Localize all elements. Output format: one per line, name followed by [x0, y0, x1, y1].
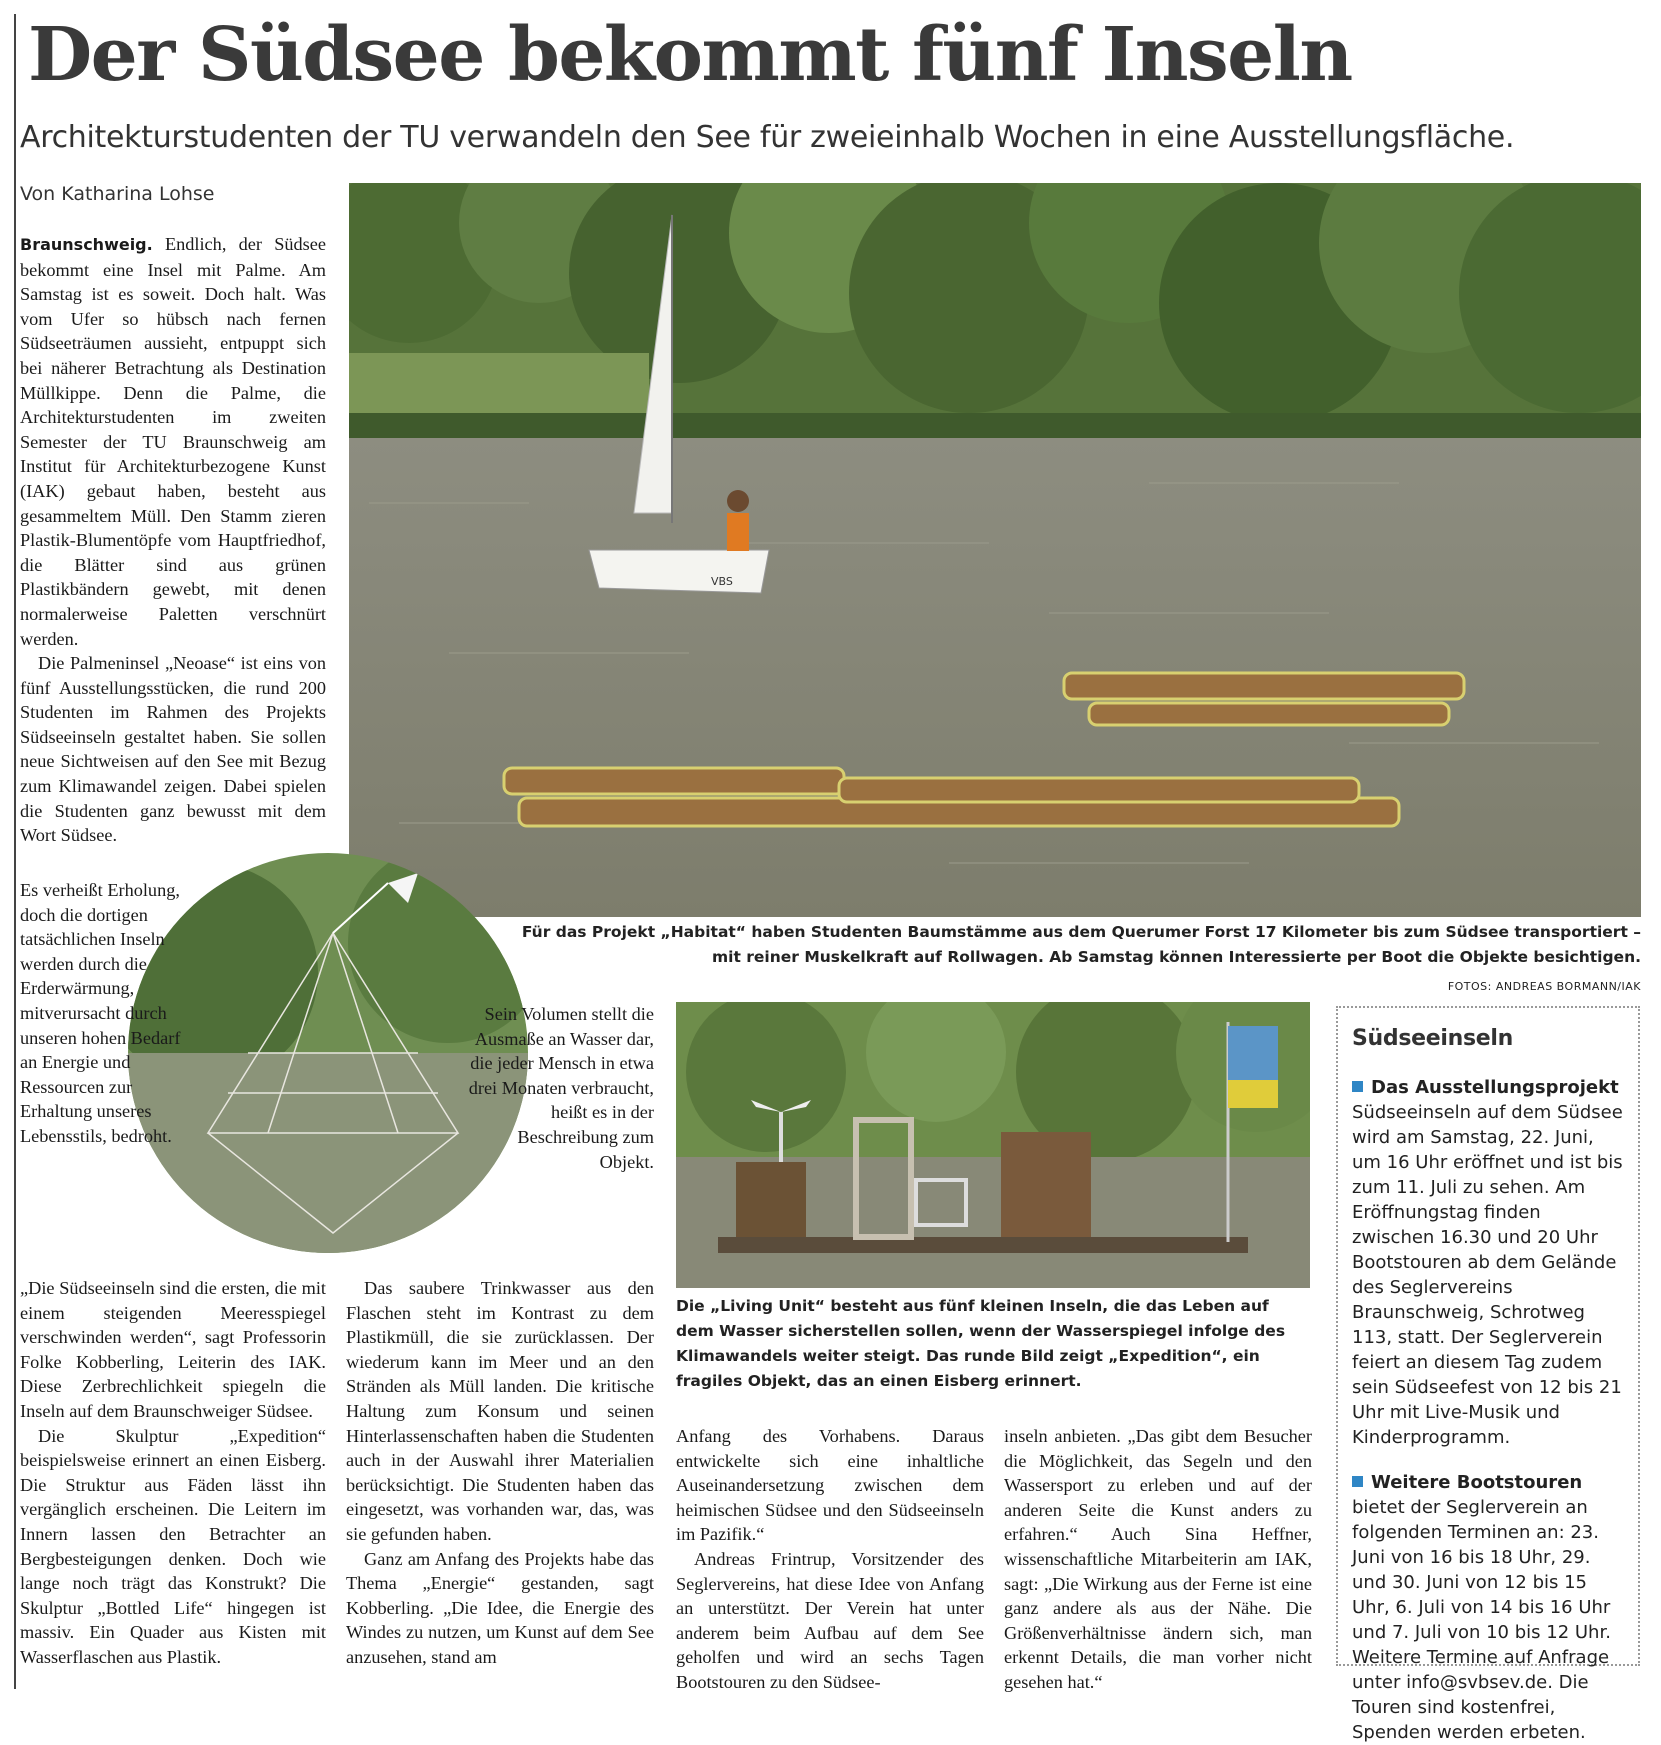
paragraph-col2-2: Das saubere Trinkwasser aus den Flaschen steht im Kontrast zu dem Plastikmüll, die sie zurücklassen. Der wiederum kann im Meer und an den Stränden als Müll landen. Die kritische Haltung zum Konsum und seinen Hinterlassenschaften haben die Studenten auch in der Auswahl ihrer Materialien berücksichtigt. Die Studenten haben das eingesetzt, was vorhanden war, das, was sie gefunden haben.: [346, 1278, 654, 1544]
dateline: Braunschweig.: [20, 235, 153, 254]
column-3: [676, 1424, 984, 1695]
paragraph-1-text: Endlich, der Südsee bekommt eine Insel mit Palme. Am Samstag ist es soweit. Doch halt. Was vom Ufer so hübsch nach fernen Südseeträumen aussieht, entpuppt sich bei näherer Betrachtung als Destination Müllkippe. Denn die Palme, die Architekturstudenten im zweiten Semester der TU Braunschweig am Institut für Architekturbezogene Kunst (IAK) gebaut haben, besteht aus gesammeltem Müll. Den Stamm zieren Plastik-Blumentöpfe vom Hauptfriedhof, die Blätter sind aus grünen Plastikbändern gewebt, mit denen normalerweise Paletten verschnürt werden.: [20, 234, 326, 649]
left-rule: [14, 14, 16, 1689]
info-section-1-text: Südseeinseln auf dem Südsee wird am Samstag, 22. Juni, um 16 Uhr eröffnet und ist bis zum 11. Juli zu sehen. Am Eröffnungstag finden zwischen 16.30 und 20 Uhr Bootstouren ab dem Gelände des Seglervereins Braunschweig, Schrotweg 113, statt. Der Seglerverein feiert an diesem Tag zudem sein Südseefest von 12 bis 21 Uhr mit Live-Musik und Kinderprogramm.: [1352, 1102, 1623, 1448]
column-1: [20, 232, 326, 848]
paragraph-col3-2: Andreas Frintrup, Vorsitzender des Seglervereins, hat diese Idee von Anfang an unterstützt. Der Verein hat unter anderem beim Aufbau auf dem See geholfen und wird an sechs Tagen Bootstouren zu den Südsee-: [676, 1548, 984, 1692]
blue-square-icon: [1352, 1476, 1363, 1487]
paragraph-intro: [20, 232, 326, 651]
info-box-suedseeinseln: [1336, 1006, 1640, 1743]
paragraph-2b: Es verheißt Erholung, doch die dortigen tatsächlichen Inseln werden durch die Erderwärmung, mitverursacht durch unseren hohen Bedarf an Energie und Ressourcen zur Erhaltung unseres Lebensstils, bedroht.: [20, 880, 181, 1146]
paragraph-2a: Die Palmeninsel „Neoase“ ist eins von fünf Ausstellungsstücken, die rund 200 Studenten im Rahmen des Projekts Südseeinseln gestaltet haben. Sie sollen neue Sichtweisen auf den See mit Bezug zum Klimawandel zeigen. Dabei spielen die Studenten ganz bewusst mit dem Wort Südsee.: [20, 653, 326, 846]
paragraph-col4-1: inseln anbieten. „Das gibt dem Besucher die Möglichkeit, das Segeln und den Wassersport zu erleben und auf der anderen Seite die Kunst anders zu erfahren.“ Auch Sina Heffner, wissenschaftliche Mitarbeiterin am IAK, sagt: „Die Wirkung aus der Ferne ist eine ganz andere als aus der Nähe. Die Größenverhältnisse ändern sich, man erkennt Details, die man vorher nicht gesehen hat.“: [1004, 1426, 1312, 1692]
paragraph-3: „Die Südseeinseln sind die ersten, die mit einem steigenden Meeresspiegel verschwinden werden“, sagt Professorin Folke Kobberling, Leiterin des IAK. Diese Zerbrechlichkeit spiegeln die Inseln auf dem Braunschweiger Südsee.: [20, 1278, 326, 1421]
boat-sail-number: VBS: [711, 575, 733, 588]
caption-living-unit-text: Die „Living Unit“ besteht aus fünf kleinen Inseln, die das Leben auf dem Wasser sicherstellen sollen, wenn der Wasserspiegel infolge des Klimawandels weiter steigt. Das runde Bild zeigt „Expedition“, ein fragiles Objekt, das an einen Eisberg erinnert.: [676, 1297, 1286, 1390]
paragraph-col2-3: Ganz am Anfang des Projekts habe das Thema „Energie“ gestanden, sagt Kobberling. „Die Idee, die Energie des Windes zu nutzen, um Kunst auf dem See anzusehen, stand am: [346, 1548, 654, 1667]
column-2: [346, 1276, 654, 1670]
subheadline: Architekturstudenten der TU verwandeln den See für zweieinhalb Wochen in eine Ausstellungsfläche.: [20, 120, 1515, 155]
paragraph-col2-1: Sein Volumen stellt die Ausmaße an Wasser dar, die jeder Mensch in etwa drei Monaten verbraucht, heißt es in der Beschreibung zum Objekt.: [468, 1004, 654, 1172]
info-section-2-text: bietet der Seglerverein an folgenden Terminen an: 23. Juni von 16 bis 18 Uhr, 29. und 30. Juni von 12 bis 15 Uhr, 6. Juli von 14 bis 16 Uhr und 7. Juli von 10 bis 12 Uhr. Weitere Termine auf Anfrage unter info@svbsev.de. Die Touren sind kostenfrei, Spenden werden erbeten.: [1352, 1497, 1611, 1743]
column-2-wrap: [460, 1002, 654, 1174]
info-section-exhibition: [1352, 1075, 1624, 1450]
column-1-lower: [20, 1276, 326, 1670]
info-section-boat-tours: [1352, 1470, 1624, 1745]
caption-habitat-text: Für das Projekt „Habitat“ haben Studenten Baumstämme aus dem Querumer Forst 17 Kilometer bis zum Südsee transportiert – mit reiner Muskelkraft auf Rollwagen. Ab Samstag können Interessierte per Boot die Objekte besichtigen.: [521, 923, 1641, 966]
caption-living-unit: [676, 1294, 1310, 1394]
photo-habitat: [349, 183, 1641, 917]
paragraph-4: Die Skulptur „Expedition“ beispielsweise erinnert an einen Eisberg. Die Struktur aus Fäden lässt ihn vergänglich erscheinen. Die Leitern im Innern lassen den Betrachter an Bergbesteigungen denken. Doch wie lange noch trägt das Konstrukt? Die Skulptur „Bottled Life“ hingegen ist massiv. Ein Quader aus Kisten mit Wasserflaschen aus Plastik.: [20, 1425, 326, 1667]
caption-habitat: [515, 920, 1641, 999]
column-1-wrap: [20, 878, 200, 1149]
byline: Von Katharina Lohse: [20, 183, 215, 205]
photo-credit: FOTOS: ANDREAS BORMANN/IAK: [1447, 980, 1641, 993]
blue-square-icon: [1352, 1081, 1363, 1092]
info-section-1-title: Das Ausstellungsprojekt: [1371, 1077, 1619, 1098]
headline: Der Südsee bekommt fünf Inseln: [28, 12, 1352, 98]
paragraph-col3-1: Anfang des Vorhabens. Daraus entwickelte sich eine inhaltliche Auseinandersetzung zwischen dem heimischen Südsee und den Südseeinseln im Pazifik.“: [676, 1426, 984, 1545]
info-box-title: Südseeinseln: [1352, 1026, 1514, 1051]
column-4: [1004, 1424, 1312, 1695]
info-section-2-title: Weitere Bootstouren: [1371, 1472, 1583, 1493]
photo-living-unit: [676, 1002, 1310, 1288]
